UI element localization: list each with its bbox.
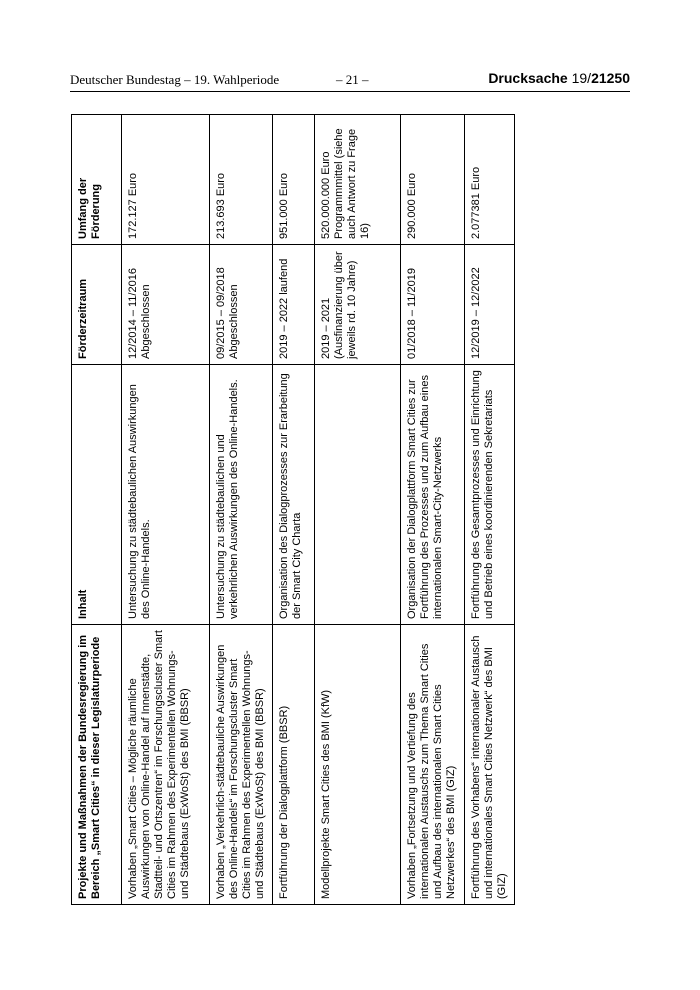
table-row [273, 115, 315, 905]
cell-period: 12/2014 – 11/2016 Abgeschlossen [122, 245, 210, 365]
cell-content: Organisation der Dialogplattform Smart Cities zur Fortführung des Prozesses und zum Aufbau eines internationalen Smart-City-Netzwerks [401, 365, 465, 625]
page-number: – 21 – [336, 72, 369, 87]
header-projects: Projekte und Maßnahmen der Bundesregierung im Bereich „Smart Cities“ in dieser Legislaturperiode [72, 625, 122, 905]
cell-period: 01/2018 – 11/2019 [401, 245, 465, 365]
cell-period: 2019 – 2022 laufend [273, 245, 315, 365]
table-container [71, 115, 509, 905]
cell-project: Vorhaben „Smart Cities – Mögliche räumliche Auswirkungen von Online-Handel auf Innenstädte, Stadtteil- und Ortszentren“ im Forschungscluster Smart Cities im Rahmen des Experimentellen Wohnungs- und Städtebaus (ExWoSt) des BMI (BBSR) [122, 625, 210, 905]
cell-period: 09/2015 – 09/2018 Abgeschlossen [210, 245, 273, 365]
cell-project: Fortführung der Dialogplattform (BBSR) [273, 625, 315, 905]
cell-period: 2019 – 2021 (Ausfinanzierung über jeweils rd. 10 Jahre) [315, 245, 401, 365]
cell-amount: 290.000 Euro [401, 115, 465, 245]
cell-amount: 951.000 Euro [273, 115, 315, 245]
cell-amount: 213.693 Euro [210, 115, 273, 245]
cell-content [315, 365, 401, 625]
table-row [315, 115, 401, 905]
header-period: Förderzeitraum [72, 245, 122, 365]
page-header [70, 70, 630, 90]
cell-content: Fortführung des Gesamtprozesses und Einrichtung und Betrieb eines koordinierenden Sekretariats [465, 365, 515, 625]
cell-content: Untersuchung zu städtebaulichen Auswirkungen des Online-Handels. [122, 365, 210, 625]
cell-project: Fortführung des Vorhabens“ internationaler Austausch und internationales Smart Cities Netzwerk“ des BMI (GIZ) [465, 625, 515, 905]
header-divider [70, 91, 630, 92]
cell-project: Modellprojekte Smart Cities des BMI (KfW) [315, 625, 401, 905]
cell-amount: 2.077381 Euro [465, 115, 515, 245]
cell-amount: 520.000.000 Euro Programmmittel (siehe auch Antwort zu Frage 16) [315, 115, 401, 245]
table-row [465, 115, 515, 905]
doc-number: 21250 [591, 70, 630, 86]
cell-project: Vorhaben „Fortsetzung und Vertiefung des internationalen Austauschs zum Thema Smart Cities und Aufbau des internationalen Smart Cities Netzwerkes“ des BMI (GIZ) [401, 625, 465, 905]
table-header-row [72, 115, 122, 905]
document-number [488, 70, 630, 86]
projects-table [71, 114, 515, 905]
table-row [210, 115, 273, 905]
header-content: Inhalt [72, 365, 122, 625]
header-amount: Umfang der Förderung [72, 115, 122, 245]
doc-prefix: 19/ [571, 70, 592, 86]
cell-period: 12/2019 – 12/2022 [465, 245, 515, 365]
table-row [122, 115, 210, 905]
doc-label: Drucksache [488, 70, 568, 86]
cell-amount: 172.127 Euro [122, 115, 210, 245]
rotated-table-frame [71, 115, 509, 905]
cell-content: Untersuchung zu städtebaulichen und verkehrlichen Auswirkungen des Online-Handels. [210, 365, 273, 625]
cell-project: Vorhaben „Verkehrlich-städtebauliche Auswirkungen des Online-Handels“ im Forschungscluster Smart Cities im Rahmen des Experimentellen Wohnungs- und Städtebaus (ExWoSt) des BMI (BBSR) [210, 625, 273, 905]
parliament-label: Deutscher Bundestag – 19. Wahlperiode [70, 72, 280, 87]
cell-content: Organisation des Dialogprozesses zur Erarbeitung der Smart City Charta [273, 365, 315, 625]
table-row [401, 115, 465, 905]
